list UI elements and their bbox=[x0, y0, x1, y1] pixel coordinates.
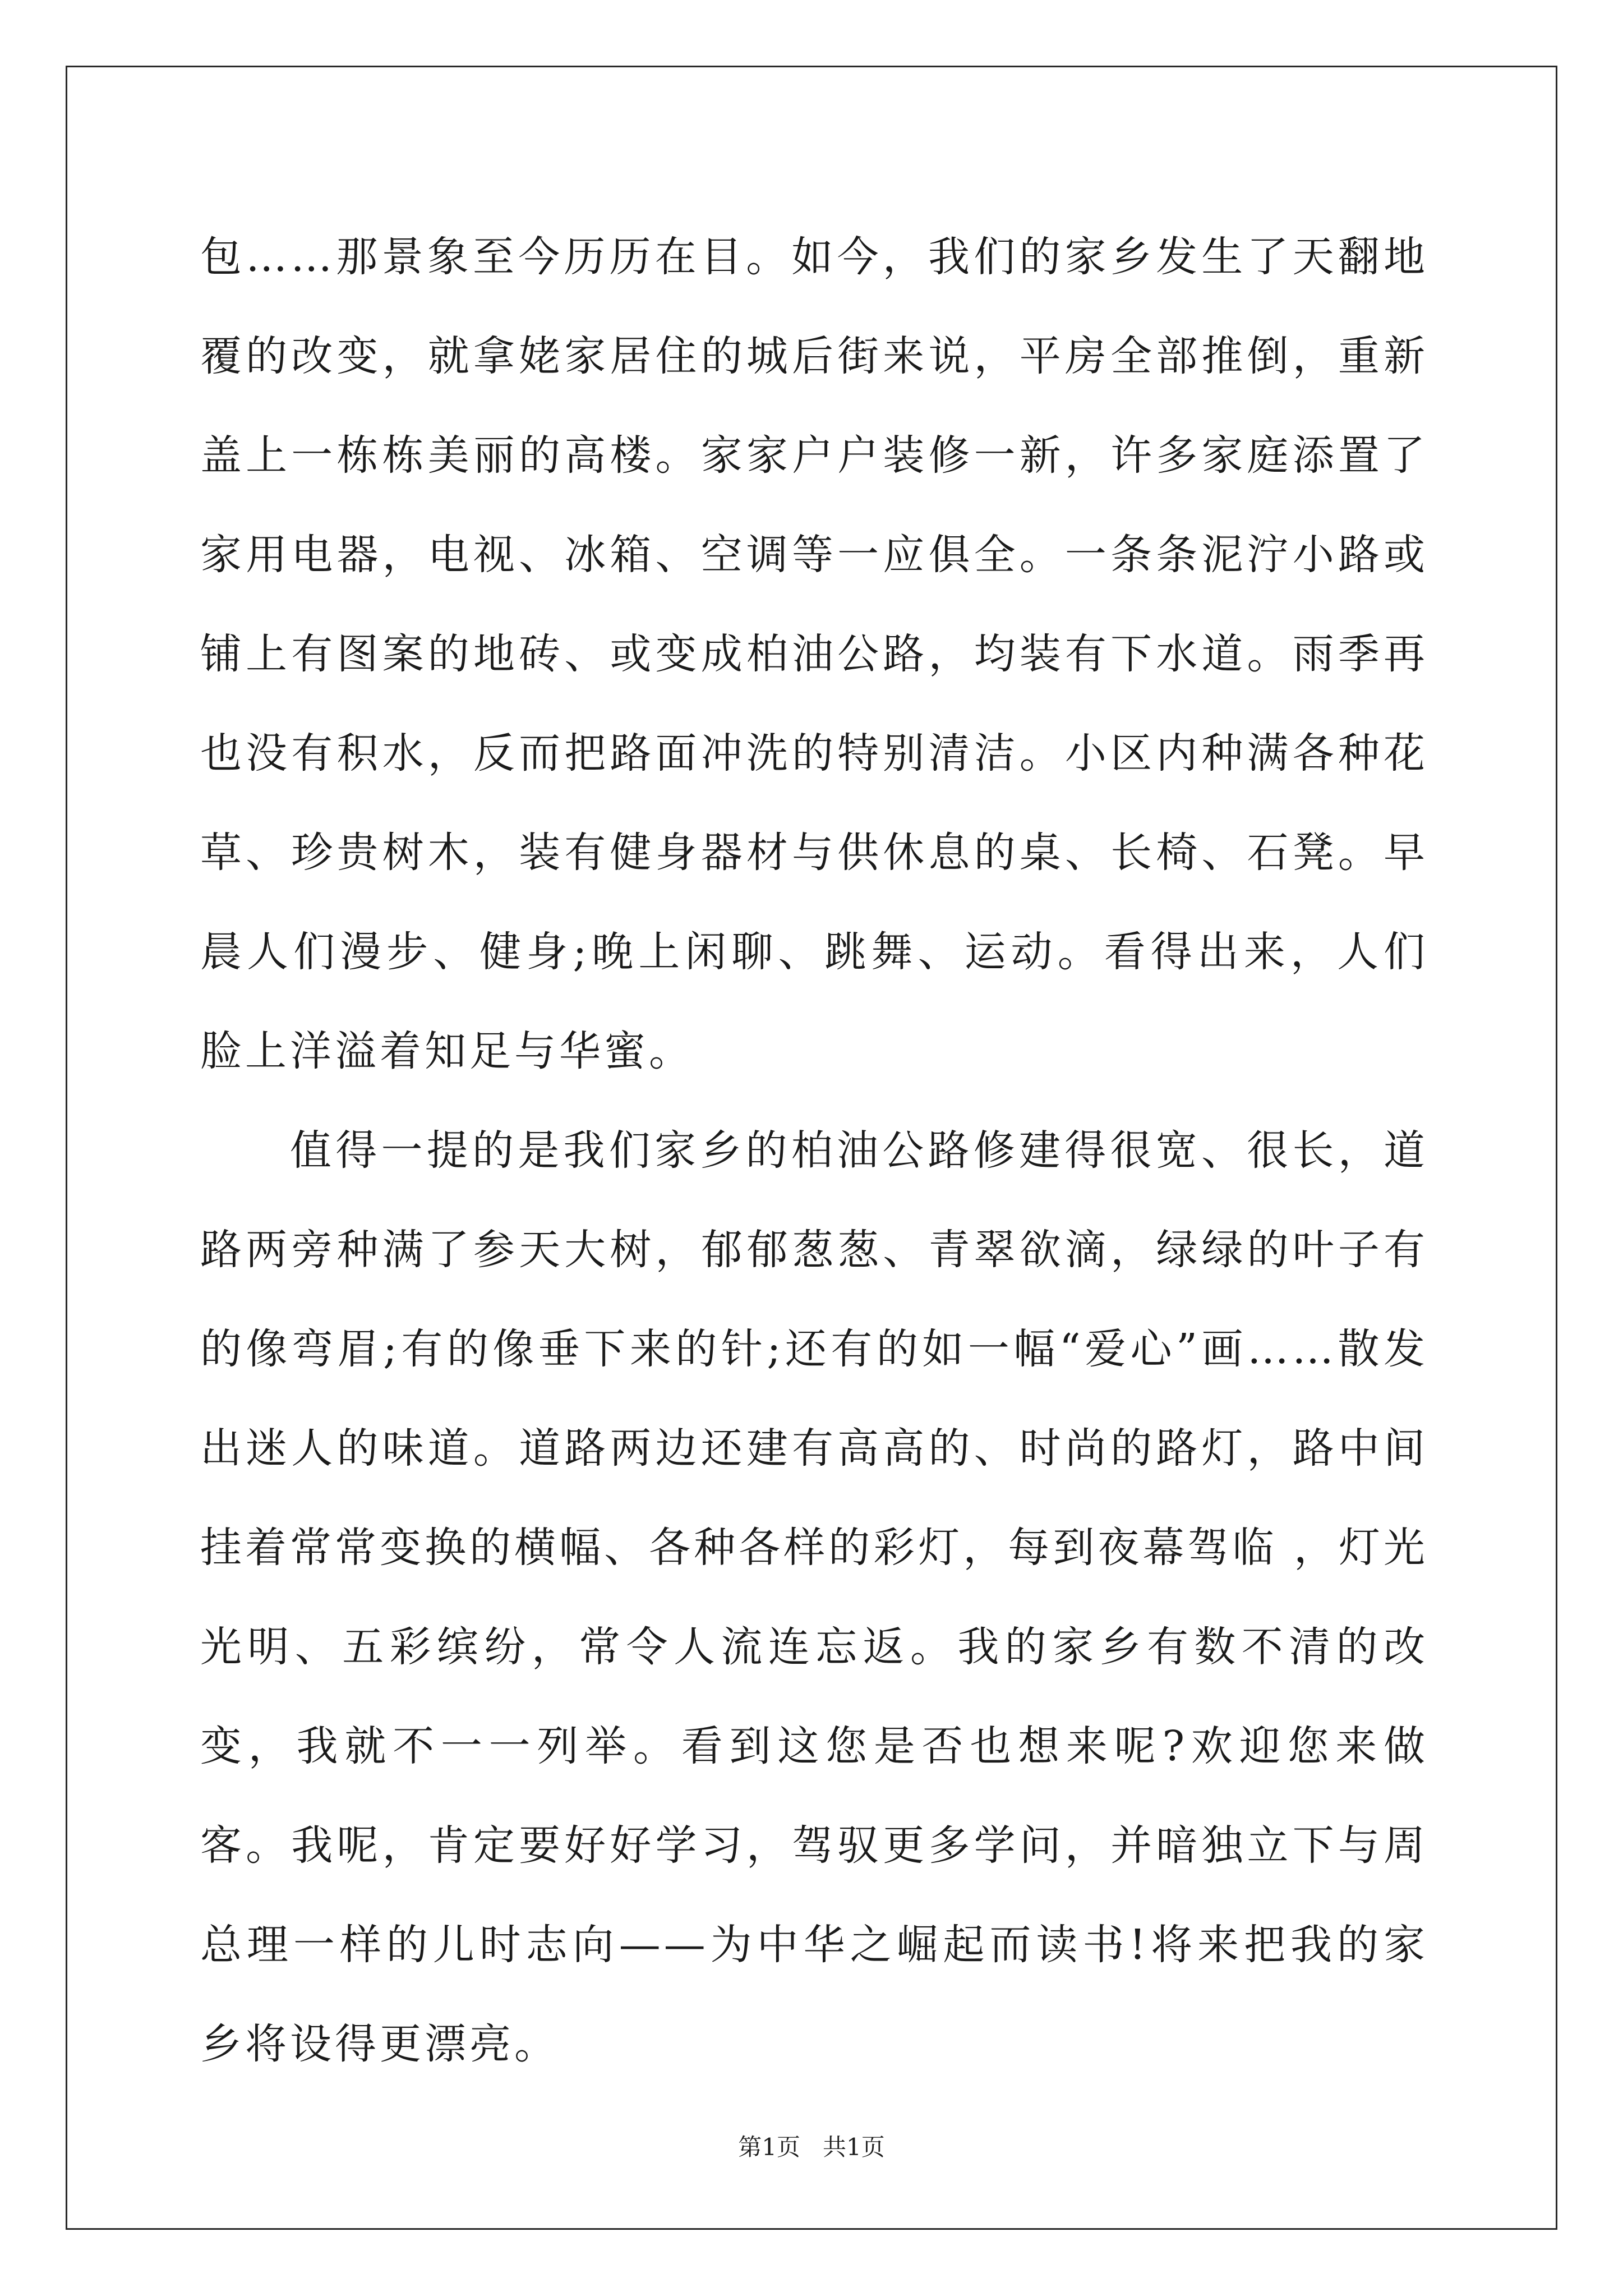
paragraph-2: 值得一提的是我们家乡的柏油公路修建得很宽、很长，道路两旁种满了参天大树，郁郁葱葱、青翠欲滴，绿绿的叶子有的像弯眉;有的像垂下来的针;还有的如一幅“爱心”画……散发出迷人的味道。道路两边还建有高高的、时尚的路灯，路中间挂着常常变换的横幅、各种各样的彩灯，每到夜幕驾临 ，灯光光明、五彩缤纷，常令人流连忘返。我的家乡有数不清的改变，我就不一一列举。看到这您是否也想来呢?欢迎您来做客。我呢，肯定要好好学习，驾驭更多学问，并暗独立下与周总理一样的儿时志向——为中华之崛起而读书!将来把我的家乡将设得更漂亮。 bbox=[200, 1126, 1428, 2068]
document-body bbox=[200, 208, 1428, 2094]
page-number-footer: 第1页 共1页 bbox=[738, 2133, 885, 2161]
paragraph-1: 包……那景象至今历历在目。如今，我们的家乡发生了天翻地覆的改变，就拿姥家居住的城后街来说，平房全部推倒，重新盖上一栋栋美丽的高楼。家家户户装修一新，许多家庭添置了家用电器，电视、冰箱、空调等一应俱全。一条条泥泞小路或铺上有图案的地砖、或变成柏油公路，均装有下水道。雨季再也没有积水，反而把路面冲洗的特别清洁。小区内种满各种花草、珍贵树木，装有健身器材与供休息的桌、长椅、石凳。早晨人们漫步、健身;晚上闲聊、跳舞、运动。看得出来，人们脸上洋溢着知足与华蜜。 bbox=[200, 233, 1428, 1075]
